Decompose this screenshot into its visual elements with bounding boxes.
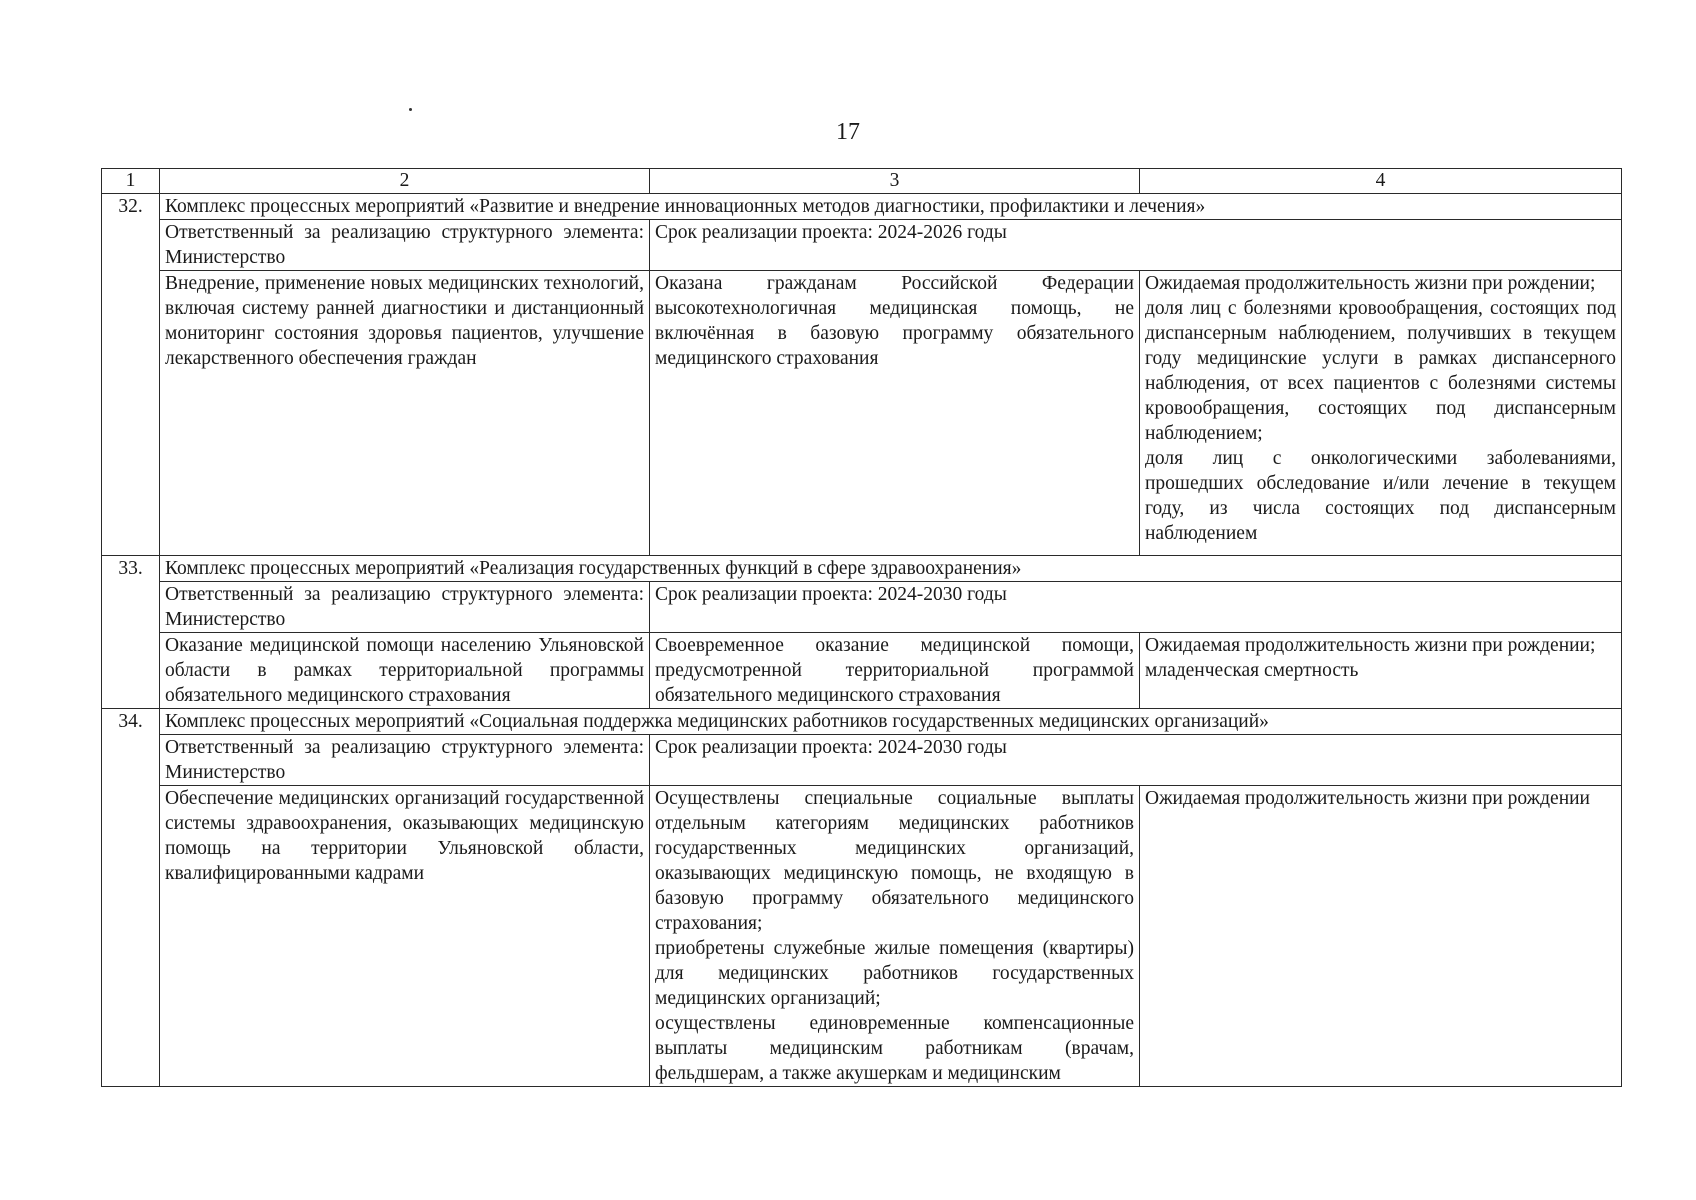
indicator-item: доля лиц с онкологическими заболеваниями, прошедших обследование и/или лечение в текущем году, из числа состоящих под диспансерным наблюдением [1145,448,1616,544]
task-cell: Внедрение, применение новых медицинских технологий, включая систему ранней диагностики и дистанционный мониторинг состояния здоровья пациентов, улучшение лекарственного обеспечения граждан [160,271,650,556]
row-number: 33. [102,556,160,709]
indicator-item: Ожидаемая продолжительность жизни при рождении; [1145,273,1596,294]
section-title: Комплекс процессных мероприятий «Социальная поддержка медицинских работников государственных медицинских организаций» [160,709,1622,735]
results-cell [650,271,1140,556]
indicators-cell [1140,786,1622,1087]
result-item: приобретены служебные жилые помещения (квартиры) для медицинских работников государственных медицинских организаций; [655,938,1134,1009]
section-title: Комплекс процессных мероприятий «Развитие и внедрение инновационных методов диагностики, профилактики и лечения» [160,194,1622,220]
indicator-item: младенческая смертность [1145,660,1359,681]
responsible-row [102,220,1622,271]
page-number: 17 [836,119,860,145]
section-title-row [102,709,1622,735]
responsible-cell: Ответственный за реализацию структурного элемента: Министерство [160,735,650,786]
responsible-cell: Ответственный за реализацию структурного элемента: Министерство [160,220,650,271]
section-title: Комплекс процессных мероприятий «Реализация государственных функций в сфере здравоохранения» [160,556,1622,582]
result-item: Своевременное оказание медицинской помощи, предусмотренной территориальной программой обязательного медицинского страхования [655,635,1134,706]
task-cell: Обеспечение медицинских организаций государственной системы здравоохранения, оказывающих медицинскую помощь на территории Ульяновской области, квалифицированными кадрами [160,786,650,1087]
scan-speck [409,108,412,111]
period-cell: Срок реализации проекта: 2024-2026 годы [650,220,1622,271]
section-title-row [102,556,1622,582]
column-header-3: 3 [650,169,1140,194]
task-row [102,633,1622,709]
responsible-row [102,735,1622,786]
task-cell: Оказание медицинской помощи населению Ульяновской области в рамках территориальной программы обязательного медицинского страхования [160,633,650,709]
indicators-cell [1140,271,1622,556]
column-header-1: 1 [102,169,160,194]
result-item: Осуществлены специальные социальные выплаты отдельным категориям медицинских работников государственных медицинских организаций, оказывающих медицинскую помощь, не входящую в базовую программу обязательного медицинского страхования; [655,788,1134,934]
indicators-cell [1140,633,1622,709]
column-header-4: 4 [1140,169,1622,194]
row-number: 32. [102,194,160,556]
measures-table [101,168,1622,1087]
column-header-2: 2 [160,169,650,194]
responsible-row [102,582,1622,633]
results-cell [650,786,1140,1087]
responsible-cell: Ответственный за реализацию структурного элемента: Министерство [160,582,650,633]
column-header-row [102,169,1622,194]
results-cell [650,633,1140,709]
section-title-row [102,194,1622,220]
task-row [102,271,1622,556]
result-item: Оказана гражданам Российской Федерации высокотехнологичная медицинская помощь, не включённая в базовую программу обязательного медицинского страхования [655,273,1134,369]
indicator-item: Ожидаемая продолжительность жизни при рождении; [1145,635,1596,656]
indicator-item: Ожидаемая продолжительность жизни при рождении [1145,788,1590,809]
indicator-item: доля лиц с болезнями кровообращения, состоящих под диспансерным наблюдением, получивших в текущем году медицинские услуги в рамках диспансерного наблюдения, от всех пациентов с болезнями системы кровообращения, состоящих под диспансерным наблюдением; [1145,298,1616,444]
row-number: 34. [102,709,160,1087]
period-cell: Срок реализации проекта: 2024-2030 годы [650,582,1622,633]
task-row [102,786,1622,1087]
result-item: осуществлены единовременные компенсационные выплаты медицинским работникам (врачам, фельдшерам, а также акушеркам и медицинским [655,1013,1134,1084]
period-cell: Срок реализации проекта: 2024-2030 годы [650,735,1622,786]
